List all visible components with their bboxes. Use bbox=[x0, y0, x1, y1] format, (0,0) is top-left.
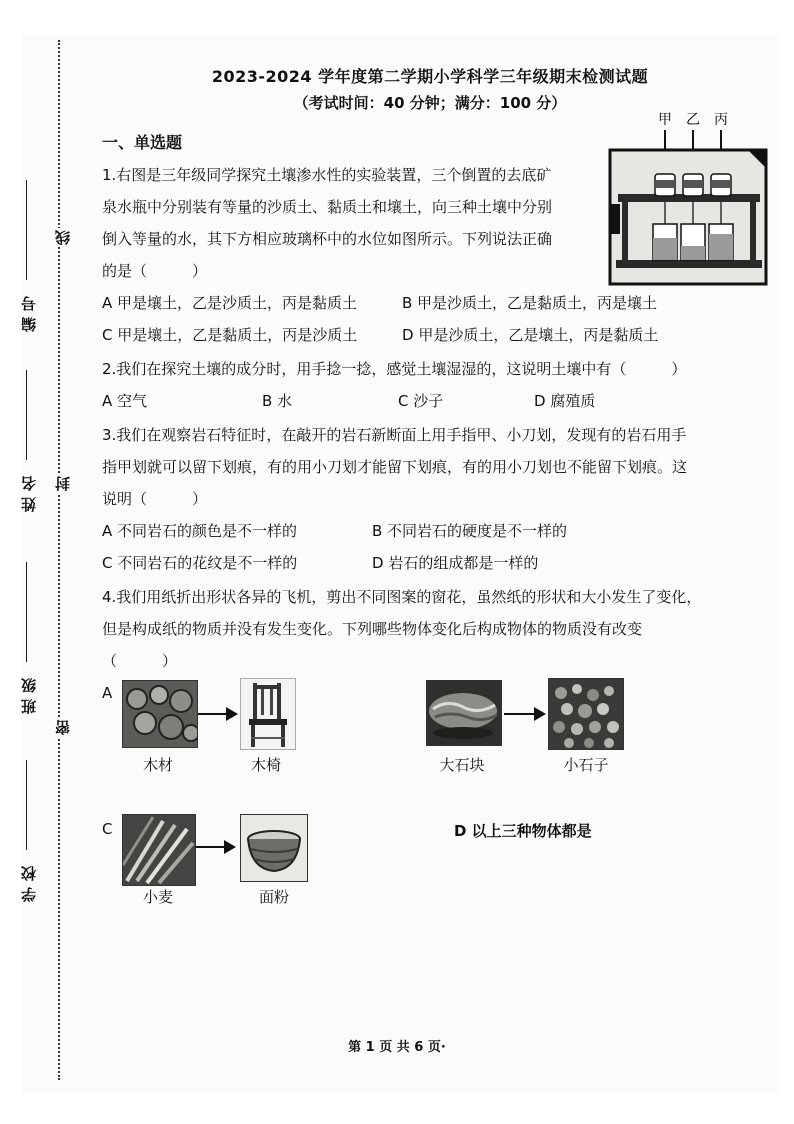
caption-wood: 木材 bbox=[142, 756, 173, 774]
q4-line-1: 4.我们用纸折出形状各异的飞机，剪出不同图案的窗花，虽然纸的形状和大小发生了变化， bbox=[102, 588, 702, 606]
small-stones-image bbox=[548, 678, 624, 750]
arrow-a bbox=[198, 713, 236, 715]
figure-label-jia: 甲 bbox=[658, 112, 672, 128]
q4-option-c-letter[interactable]: C bbox=[102, 820, 113, 838]
exam-subtitle: （考试时间：40 分钟；满分：100 分） bbox=[293, 94, 567, 112]
blank-number bbox=[26, 180, 27, 280]
label-school: 学校 bbox=[20, 860, 38, 902]
label-name: 姓名 bbox=[20, 470, 38, 512]
seal-char-secret: 密 bbox=[54, 720, 72, 735]
wood-image bbox=[122, 680, 198, 748]
caption-big-stone: 大石块 bbox=[439, 756, 485, 774]
page-footer: 第 1 页 共 6 页· bbox=[348, 1040, 446, 1055]
chair-image bbox=[240, 678, 296, 750]
caption-small-stones: 小石子 bbox=[563, 756, 609, 774]
q1-option-d[interactable]: D 甲是沙质土，乙是壤土，丙是黏质土 bbox=[402, 326, 659, 344]
q1-line-2: 泉水瓶中分别装有等量的沙质土、黏质土和壤土，向三种土壤中分别 bbox=[102, 198, 553, 216]
caption-wheat: 小麦 bbox=[142, 888, 173, 906]
arrow-c bbox=[196, 846, 234, 848]
q3-option-a[interactable]: A 不同岩石的颜色是不一样的 bbox=[102, 522, 298, 540]
q3-option-d[interactable]: D 岩石的组成都是一样的 bbox=[372, 554, 539, 572]
label-class: 班级 bbox=[20, 672, 38, 714]
q4-option-d[interactable]: D 以上三种物体都是 bbox=[454, 822, 592, 840]
wheat-image bbox=[122, 814, 196, 886]
figure-label-yi: 乙 bbox=[686, 112, 700, 128]
q1-line-3: 倒入等量的水，其下方相应玻璃杯中的水位如图所示。下列说法正确 bbox=[102, 230, 553, 248]
section-title: 一、单选题 bbox=[102, 133, 183, 152]
q4-option-a-letter[interactable]: A bbox=[102, 684, 113, 702]
q2-option-b[interactable]: B 水 bbox=[262, 392, 293, 410]
q3-line-2: 指甲划就可以留下划痕，有的用小刀划才能留下划痕，有的用小刀划也不能留下划痕。这 bbox=[102, 458, 688, 476]
q1-option-a[interactable]: A 甲是壤土，乙是沙质土，丙是黏质土 bbox=[102, 294, 358, 312]
flour-image bbox=[240, 814, 308, 882]
blank-class bbox=[26, 562, 27, 662]
q3-line-3: 说明（ ） bbox=[102, 490, 208, 508]
q2-option-c[interactable]: C 沙子 bbox=[398, 392, 444, 410]
arrow-b bbox=[504, 713, 544, 715]
label-number: 编号 bbox=[20, 290, 38, 332]
q2-option-a[interactable]: A 空气 bbox=[102, 392, 148, 410]
q1-line-4: 的是（ ） bbox=[102, 262, 208, 280]
q3-option-c[interactable]: C 不同岩石的花纹是不一样的 bbox=[102, 554, 298, 572]
q2-option-d[interactable]: D 腐殖质 bbox=[534, 392, 596, 410]
seal-char-seal: 封 bbox=[54, 476, 72, 491]
q2-line-1: 2.我们在探究土壤的成分时，用手捻一捻，感觉土壤湿湿的，这说明土壤中有（ ） bbox=[102, 360, 687, 378]
q1-option-b[interactable]: B 甲是沙质土，乙是黏质土，丙是壤土 bbox=[402, 294, 658, 312]
q3-line-1: 3.我们在观察岩石特征时，在敲开的岩石新断面上用手指甲、小刀划，发现有的岩石用手 bbox=[102, 426, 687, 444]
q3-option-b[interactable]: B 不同岩石的硬度是不一样的 bbox=[372, 522, 568, 540]
caption-flour: 面粉 bbox=[258, 888, 289, 906]
exam-title: 2023-2024 学年度第二学期小学科学三年级期末检测试题 bbox=[211, 67, 649, 86]
q4-line-3: （ ） bbox=[102, 652, 178, 670]
binding-dotted-line bbox=[58, 40, 60, 1080]
q1-option-c[interactable]: C 甲是壤土，乙是黏质土，丙是沙质土 bbox=[102, 326, 358, 344]
blank-name bbox=[26, 370, 27, 460]
soil-apparatus-figure bbox=[608, 108, 770, 288]
q1-line-1: 1.右图是三年级同学探究土壤渗水性的实验装置，三个倒置的去底矿 bbox=[102, 166, 552, 184]
blank-school bbox=[26, 760, 27, 850]
q4-line-2: 但是构成纸的物质并没有发生变化。下列哪些物体变化后构成物体的物质没有改变 bbox=[102, 620, 643, 638]
caption-chair: 木椅 bbox=[250, 756, 281, 774]
seal-char-line: 线 bbox=[54, 230, 72, 245]
figure-label-bing: 丙 bbox=[714, 112, 728, 128]
big-stone-image bbox=[426, 680, 502, 746]
